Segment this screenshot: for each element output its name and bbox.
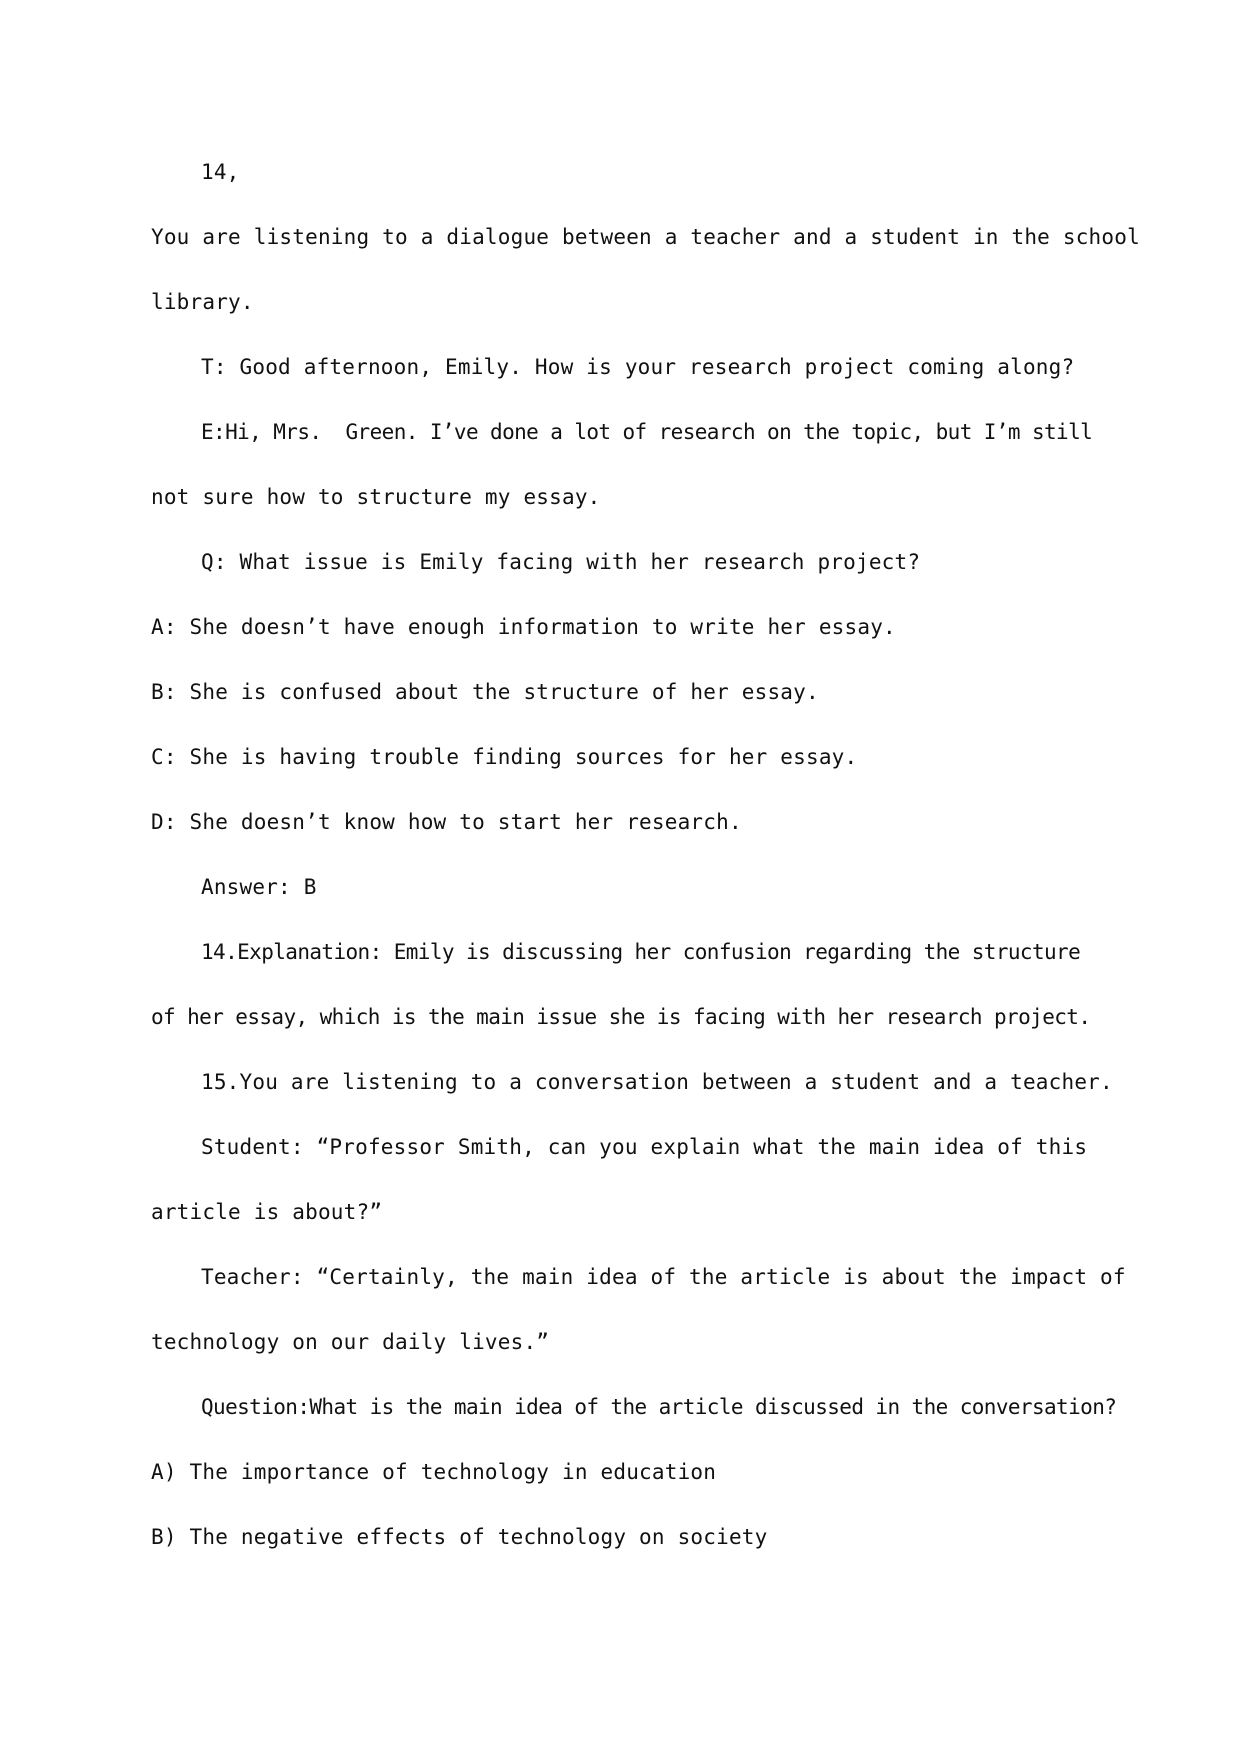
teacher-reply-line-1: Teacher: “Certainly, the main idea of the article is about the impact of: [201, 1265, 1126, 1289]
teacher-reply-line-2: technology on our daily lives.”: [151, 1330, 550, 1354]
emily-line-2: not sure how to structure my essay.: [151, 485, 601, 509]
question-number-14: 14,: [201, 160, 240, 184]
answer-14: Answer: B: [201, 875, 317, 899]
emily-line-1: E:Hi, Mrs. Green. I’ve done a lot of research on the topic, but I’m still: [201, 420, 1093, 444]
dialogue-intro-line-2: library.: [151, 290, 254, 314]
question-15: Question:What is the main idea of the article discussed in the conversation?: [201, 1395, 1117, 1419]
student-line-2: article is about?”: [151, 1200, 383, 1224]
teacher-line: T: Good afternoon, Emily. How is your research project coming along?: [201, 355, 1075, 379]
option-b-15: B) The negative effects of technology on society: [151, 1525, 768, 1549]
question-14: Q: What issue is Emily facing with her research project?: [201, 550, 921, 574]
explanation-14-line-1: 14.Explanation: Emily is discussing her confusion regarding the structure: [201, 940, 1081, 964]
explanation-14-line-2: of her essay, which is the main issue she is facing with her research project.: [151, 1005, 1091, 1029]
option-c-14: C: She is having trouble finding sources for her essay.: [151, 745, 858, 769]
document-body: [151, 140, 1140, 1570]
option-d-14: D: She doesn’t know how to start her research.: [151, 810, 742, 834]
option-b-14: B: She is confused about the structure of her essay.: [151, 680, 819, 704]
option-a-14: A: She doesn’t have enough information to write her essay.: [151, 615, 896, 639]
question-15-intro: 15.You are listening to a conversation between a student and a teacher.: [201, 1070, 1113, 1094]
dialogue-intro-line-1: You are listening to a dialogue between a teacher and a student in the school: [151, 225, 1140, 249]
option-a-15: A) The importance of technology in education: [151, 1460, 717, 1484]
student-line-1: Student: “Professor Smith, can you explain what the main idea of this: [201, 1135, 1088, 1159]
